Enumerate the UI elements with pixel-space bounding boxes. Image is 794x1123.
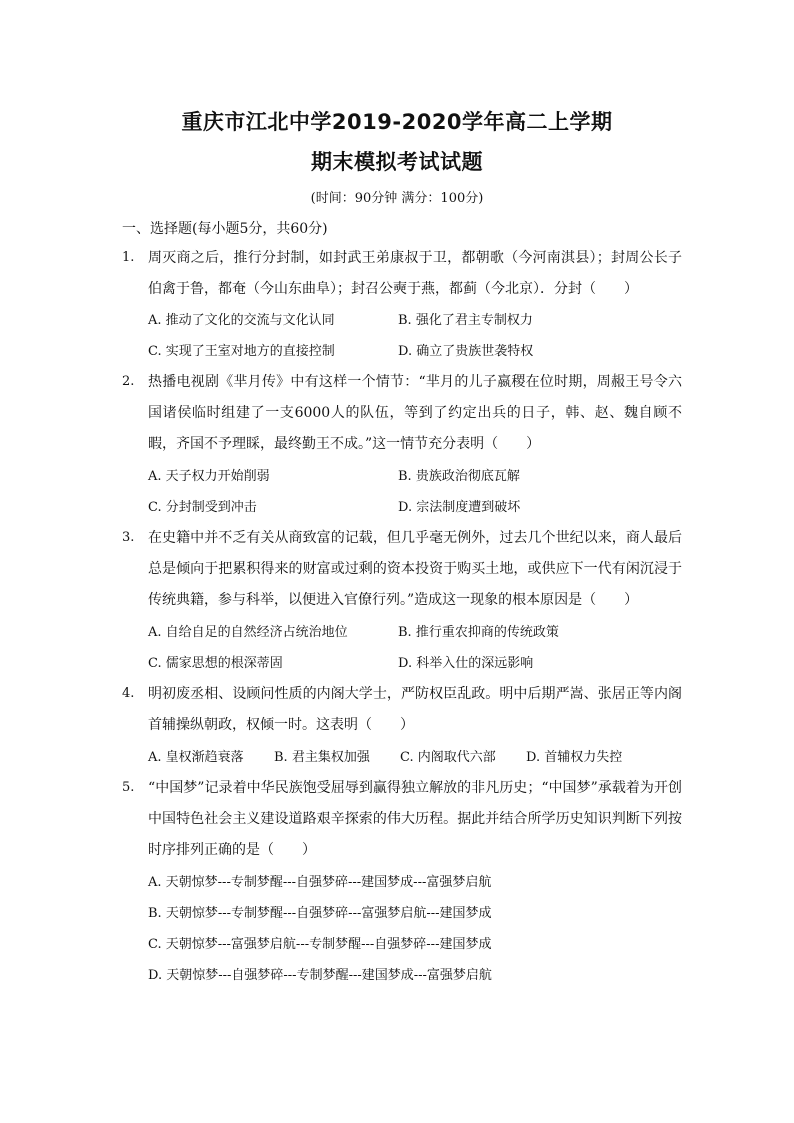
question-4 xyxy=(122,679,682,741)
section-heading: 一、选择题(每小题5分，共60分) xyxy=(122,221,328,237)
option-d: D. 宗法制度遭到破坏 xyxy=(398,500,521,515)
question-text: 热播电视剧《芈月传》中有这样一个情节：“芈月的儿子嬴稷在位时期，周赧王号令六国诸侯临时组建了一支6000人的队伍，等到了约定出兵的日子，韩、赵、魏自顾不暇，齐国不予理睬，最终勤王不成。”这一情节充分表明（ ） xyxy=(148,374,682,452)
option-d: D. 科举入仕的深远影响 xyxy=(398,656,534,671)
option-c: C. 天朝惊梦---富强梦启航---专制梦醒---自强梦碎---建国梦成 xyxy=(148,937,492,952)
question-number: 3. xyxy=(122,530,135,545)
question-number: 1. xyxy=(122,250,135,265)
option-b: B. 君主集权加强 xyxy=(274,750,370,765)
question-4-options xyxy=(148,742,668,773)
exam-meta: (时间：90分钟 满分：100分) xyxy=(310,191,484,206)
question-2 xyxy=(122,367,682,460)
exam-title-line1: 重庆市江北中学2019-2020学年高二上学期 xyxy=(181,110,613,134)
option-b: B. 贵族政治彻底瓦解 xyxy=(398,469,520,484)
question-text: 明初废丞相、设顾问性质的内阁大学士，严防权臣乱政。明中后期严嵩、张居正等内阁首辅操纵朝政，权倾一时。这表明（ ） xyxy=(148,686,682,733)
option-a: A. 推动了文化的交流与文化认同 xyxy=(148,313,335,328)
question-text: 在史籍中并不乏有关从商致富的记载，但几乎毫无例外，过去几个世纪以来，商人最后总是倾向于把累积得来的财富或过剩的资本投资于购买土地，或供应下一代有闲沉浸于传统典籍，参与科举，以便进入官僚行列。”造成这一现象的根本原因是（ ） xyxy=(148,530,682,608)
option-d: D. 首辅权力失控 xyxy=(526,750,623,765)
question-text: 周灭商之后，推行分封制，如封武王弟康叔于卫，都朝歌（今河南淇县）；封周公长子伯禽于鲁，都奄（今山东曲阜）；封召公奭于燕，都蓟（今北京）．分封（ ） xyxy=(148,250,682,297)
question-5-options xyxy=(148,867,668,991)
option-d: D. 确立了贵族世袭特权 xyxy=(398,344,534,359)
option-c: C. 实现了王室对地方的直接控制 xyxy=(148,344,335,359)
option-a: A. 自给自足的自然经济占统治地位 xyxy=(148,625,348,640)
option-d: D. 天朝惊梦---自强梦碎---专制梦醒---建国梦成---富强梦启航 xyxy=(148,968,492,983)
question-1-options xyxy=(148,305,668,367)
option-b: B. 强化了君主专制权力 xyxy=(398,313,533,328)
option-a: A. 天朝惊梦---专制梦醒---自强梦碎---建国梦成---富强梦启航 xyxy=(148,875,492,890)
question-2-options xyxy=(148,461,668,523)
question-number: 5. xyxy=(122,780,135,795)
option-c: C. 内阁取代六部 xyxy=(400,750,496,765)
option-b: B. 天朝惊梦---专制梦醒---自强梦碎---富强梦启航---建国梦成 xyxy=(148,906,492,921)
option-b: B. 推行重农抑商的传统政策 xyxy=(398,625,559,640)
option-c: C. 分封制受到冲击 xyxy=(148,500,257,515)
question-number: 2. xyxy=(122,374,135,389)
question-5 xyxy=(122,773,682,866)
question-1 xyxy=(122,243,682,305)
question-3 xyxy=(122,523,682,616)
question-number: 4. xyxy=(122,686,135,701)
question-3-options xyxy=(148,617,668,679)
option-c: C. 儒家思想的根深蒂固 xyxy=(148,656,283,671)
option-a: A. 天子权力开始削弱 xyxy=(148,469,270,484)
option-a: A. 皇权渐趋衰落 xyxy=(148,750,244,765)
exam-title-line2: 期末模拟考试试题 xyxy=(311,150,483,174)
question-text: “中国梦”记录着中华民族饱受屈辱到赢得独立解放的非凡历史；“中国梦”承载着为开创中国特色社会主义建设道路艰辛探索的伟大历程。据此并结合所学历史知识判断下列按时序排列正确的是（ ） xyxy=(148,780,682,858)
